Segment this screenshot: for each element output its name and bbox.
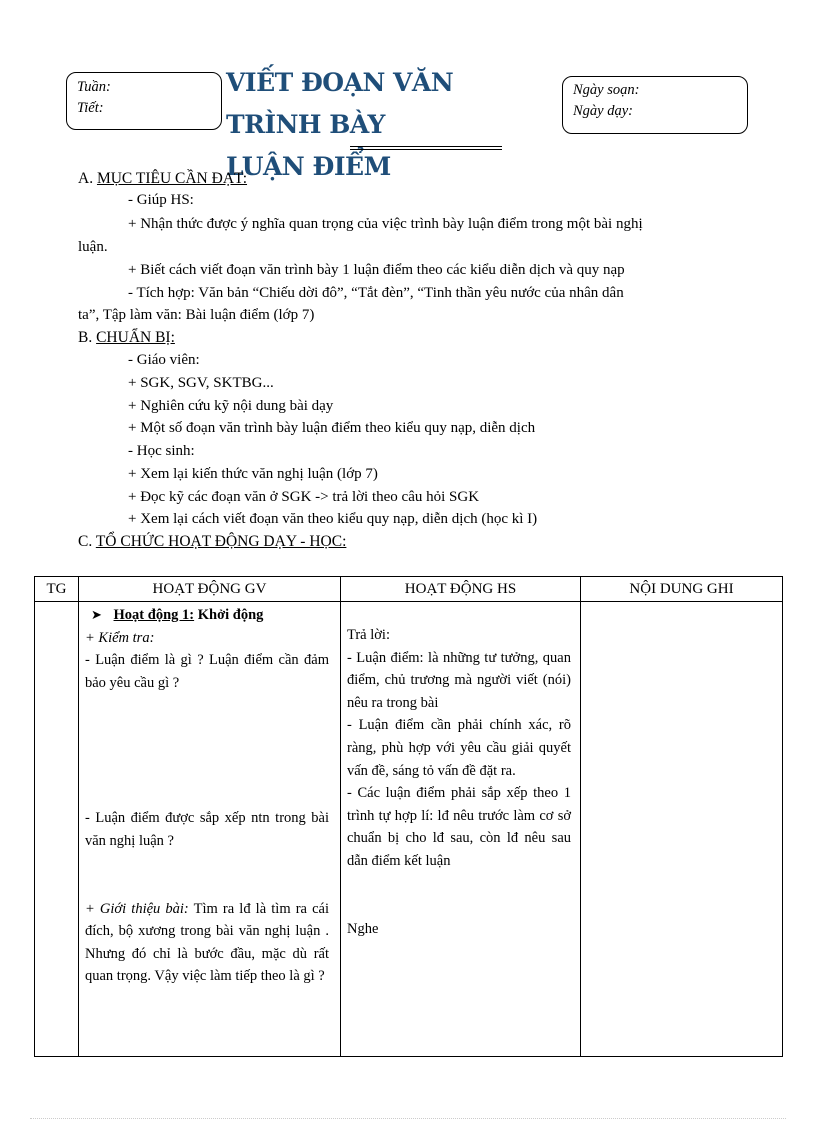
lesson-title-line1: VIẾT ĐOẠN VĂN TRÌNH BÀY <box>226 68 454 139</box>
lesson-title-line2: LUẬN ĐIỂM <box>226 152 391 181</box>
section-b-line: + Xem lại cách viết đoạn văn theo kiểu quy nạp, diễn dịch (học kì I) <box>128 511 538 527</box>
hs-nghe: Nghe <box>347 920 379 937</box>
cell-tg <box>35 602 79 1057</box>
week-period-box <box>66 72 222 130</box>
ngay-day-label: Ngày dạy: <box>573 103 633 119</box>
section-b-line: + Một số đoạn văn trình bày luận điểm theo kiểu quy nạp, diễn dịch <box>128 420 536 436</box>
hs-answer-2: - Luận điểm cần phải chính xác, rõ ràng, phù hợp với yêu cầu giải quyết vấn đề, sáng tỏ vấn đề đặt ra. <box>347 717 571 779</box>
table-row <box>35 602 783 1057</box>
tiet-label: Tiết: <box>77 100 104 116</box>
gv-question-1: - Luận điểm là gì ? Luận điểm cần đảm bảo yêu cầu gì ? <box>85 652 329 691</box>
section-c-heading <box>78 533 346 551</box>
arrow-bullet-icon: ➤ <box>91 607 102 622</box>
gv-introduction <box>85 898 329 988</box>
section-b-title: CHUẨN BỊ: <box>96 329 175 346</box>
header-hoat-dong-hs: HOẠT ĐỘNG HS <box>341 577 581 602</box>
section-a-line: + Biết cách viết đoạn văn trình bày 1 luận điểm theo các kiểu diễn dịch và quy nạp <box>128 262 625 278</box>
kiem-tra-label: + Kiểm tra: <box>85 629 155 646</box>
section-b-line: - Học sinh: <box>128 443 195 459</box>
gioi-thieu-text: Tìm ra lđ là tìm ra cái đích, bộ xương trong bài văn nghị luận . Nhưng đó chỉ là bước đầu, mặc dù rất quan trọng. Vậy việc làm tiếp theo là gì ? <box>85 900 329 985</box>
activity-label: Hoạt động 1: <box>113 607 195 623</box>
cell-hs <box>341 602 581 1057</box>
date-box <box>562 76 748 134</box>
section-a-line: - Tích hợp: Văn bản “Chiếu dời đô”, “Tắt đèn”, “Tinh thần yêu nước của nhân dân <box>128 285 624 301</box>
section-b-line: + Xem lại kiến thức văn nghị luận (lớp 7) <box>128 466 378 482</box>
header-hoat-dong-gv: HOẠT ĐỘNG GV <box>79 577 341 602</box>
gv-question-2: - Luận điểm được sắp xếp ntn trong bài văn nghị luận ? <box>85 810 329 849</box>
page-bottom-divider <box>30 1118 786 1119</box>
cell-noi-dung <box>581 602 783 1057</box>
section-c-prefix: C. <box>78 533 93 550</box>
activity-name: Khởi động <box>197 607 264 623</box>
section-a-heading <box>78 170 247 188</box>
hs-answer-3: - Các luận điểm phải sắp xếp theo 1 trình tự hợp lí: lđ nêu trước làm cơ sở chuẩn bị cho lđ sau, còn lđ nêu sau dẫn điểm kết luận <box>347 785 571 869</box>
section-a-line: luận. <box>78 239 108 255</box>
section-b-line: + SGK, SGV, SKTBG... <box>128 375 274 391</box>
section-a-line: - Giúp HS: <box>128 192 194 208</box>
header-noi-dung-ghi: NỘI DUNG GHI <box>581 577 783 602</box>
tra-loi-label: Trả lời: <box>347 627 390 643</box>
section-b-prefix: B. <box>78 329 93 346</box>
header-tg: TG <box>35 577 79 602</box>
title-underline-top <box>350 146 502 147</box>
section-a-title: MỤC TIÊU CẦN ĐẠT: <box>96 170 248 187</box>
section-b-line: + Đọc kỹ các đoạn văn ở SGK -> trả lời theo câu hỏi SGK <box>128 489 480 505</box>
section-b-line: - Giáo viên: <box>128 352 200 368</box>
activity-table <box>34 576 783 1057</box>
ngay-soan-label: Ngày soạn: <box>573 82 640 98</box>
section-b-line: + Nghiên cứu kỹ nội dung bài dạy <box>128 398 334 414</box>
activity-heading <box>91 604 329 627</box>
hs-answer-1: - Luận điểm: là những tư tưởng, quan điểm, chủ trương mà người viết (nói) nêu ra trong bài <box>347 649 571 711</box>
section-a-prefix: A. <box>78 170 94 187</box>
cell-gv <box>79 602 341 1057</box>
title-underline-bottom <box>350 149 502 150</box>
tuan-label: Tuần: <box>77 79 111 95</box>
section-b-heading <box>78 329 175 347</box>
table-header-row <box>35 577 783 602</box>
section-a-line: ta”, Tập làm văn: Bài luận điểm (lớp 7) <box>78 307 315 323</box>
lesson-title <box>226 62 546 188</box>
section-c-title: TỔ CHỨC HOẠT ĐỘNG DẠY - HỌC: <box>95 533 347 550</box>
gioi-thieu-label: + Giới thiệu bài: <box>85 900 189 917</box>
section-a-line: + Nhận thức được ý nghĩa quan trọng của việc trình bày luận điểm trong một bài nghị <box>128 216 643 232</box>
